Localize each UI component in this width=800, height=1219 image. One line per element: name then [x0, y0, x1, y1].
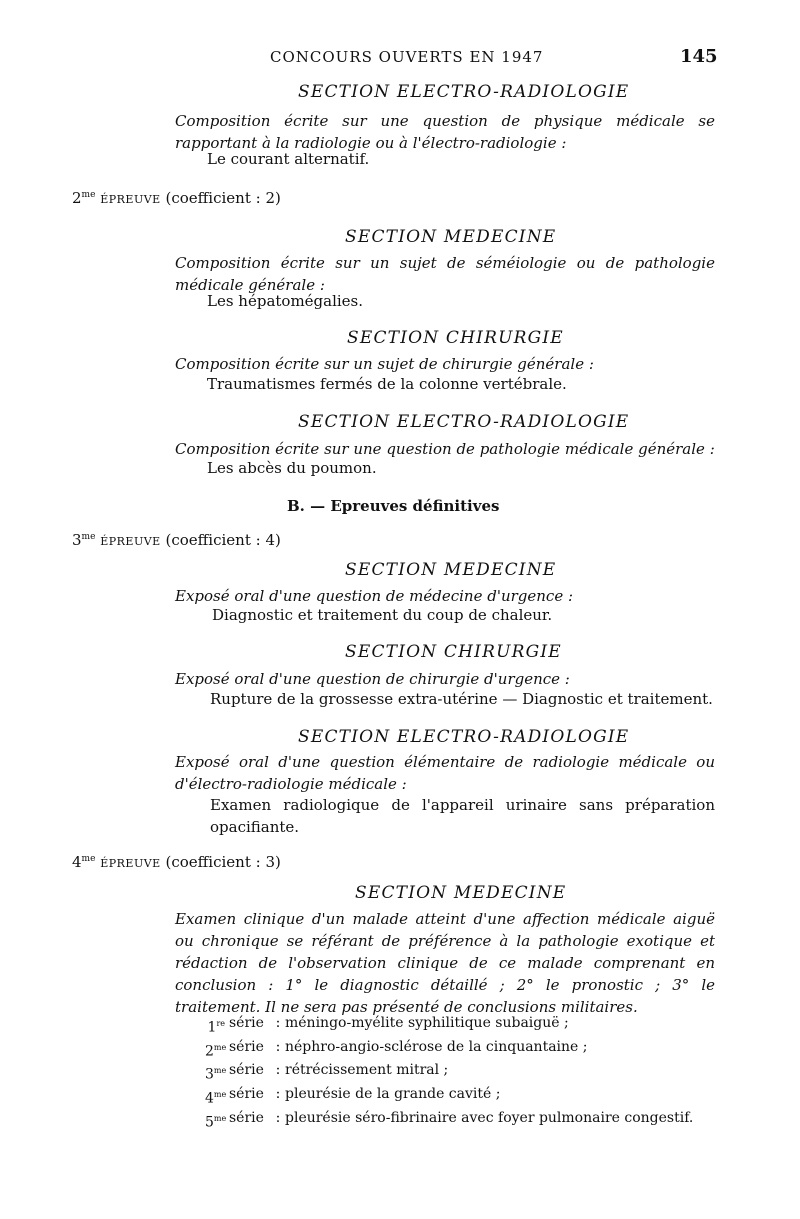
- section-title: SECTION ELECTRO-RADIOLOGIE: [298, 727, 630, 747]
- section-title: SECTION CHIRURGIE: [345, 642, 562, 662]
- series-word: série: [229, 1085, 264, 1102]
- section-title: SECTION ELECTRO-RADIOLOGIE: [298, 412, 630, 432]
- series-word: série: [229, 1038, 264, 1055]
- exam-prompt: Composition écrite sur un sujet de séméiologie ou de pathologie médicale générale :: [175, 254, 715, 294]
- part-heading: [287, 497, 499, 515]
- exam-prompt: Examen clinique d'un malade atteint d'une affection médicale aiguë ou chronique se référant de préférence à la pathologie exotique et rédaction de l'observation clinique de ce malade comprenant en conclusion : 1° le diagnostic détaillé ; 2° le pronostic ; 3° le traitement. Il ne sera pas présenté de conclusions militaires.: [175, 910, 715, 1016]
- epreuve-ordinal-suffix: me: [81, 532, 96, 542]
- section-title: SECTION MEDECINE: [345, 227, 557, 247]
- section-title: SECTION ELECTRO-RADIOLOGIE: [298, 82, 630, 102]
- exam-answer: Le courant alternatif.: [207, 150, 370, 168]
- epreuve-coefficient: (coefficient : 3): [165, 853, 281, 871]
- exam-answer: Les abcès du poumon.: [207, 459, 377, 477]
- epreuve-ordinal: 2: [72, 189, 82, 207]
- exam-answer: Diagnostic et traitement du coup de chaleur.: [212, 606, 553, 624]
- exam-answer: Rupture de la grossesse extra-utérine — Diagnostic et traitement.: [210, 690, 713, 708]
- series-text: méningo-myélite syphilitique subaiguë ;: [285, 1015, 569, 1031]
- epreuve-heading: [72, 853, 281, 871]
- epreuve-heading: [72, 531, 281, 549]
- part-prefix: B. —: [287, 497, 326, 515]
- page-number: 145: [680, 46, 718, 67]
- series-word: série: [229, 1109, 264, 1126]
- epreuve-coefficient: (coefficient : 2): [165, 189, 281, 207]
- epreuve-ordinal: 3: [72, 531, 82, 549]
- list-item: $2^{me}$ série : néphro-angio-sclérose de la cinquantaine ;: [205, 1038, 715, 1062]
- series-number: $2^{me}$: [205, 1042, 227, 1060]
- epreuve-ordinal-suffix: me: [81, 854, 96, 864]
- epreuve-label: ÉPREUVE: [100, 857, 161, 870]
- epreuve-heading: [72, 189, 281, 207]
- part-title: Epreuves définitives: [330, 497, 500, 515]
- running-header: CONCOURS OUVERTS EN 1947: [270, 48, 544, 66]
- exam-prompt: Composition écrite sur un sujet de chirurgie générale :: [175, 355, 594, 373]
- series-text: néphro-angio-sclérose de la cinquantaine ;: [285, 1038, 588, 1055]
- list-item: 1re série : méningo-myélite syphilitique subaiguë ;: [205, 1014, 715, 1038]
- list-item: $5^{me}$ série : pleurésie séro-fibrinaire avec foyer pulmonaire congestif.: [205, 1109, 715, 1133]
- series-list: [205, 1014, 715, 1132]
- epreuve-label: ÉPREUVE: [100, 535, 161, 548]
- series-number: $4^{me}$: [205, 1089, 227, 1107]
- section-title: SECTION MEDECINE: [355, 883, 567, 903]
- series-number: $5^{me}$: [205, 1113, 227, 1131]
- series-text: pleurésie de la grande cavité ;: [285, 1085, 501, 1102]
- epreuve-coefficient: (coefficient : 4): [165, 531, 281, 549]
- exam-answer: Traumatismes fermés de la colonne vertébrale.: [207, 375, 567, 393]
- series-text: rétrécissement mitral ;: [285, 1062, 449, 1079]
- series-number: $3^{me}$: [205, 1066, 227, 1083]
- section-title: SECTION CHIRURGIE: [347, 328, 564, 348]
- series-word: série: [229, 1062, 264, 1079]
- series-text: pleurésie séro-fibrinaire avec foyer pulmonaire congestif.: [285, 1109, 694, 1126]
- exam-answer: Examen radiologique de l'appareil urinaire sans préparation opacifiante.: [210, 796, 715, 836]
- epreuve-ordinal-suffix: me: [81, 190, 96, 200]
- exam-answer: Les hépatomégalies.: [207, 292, 364, 310]
- list-item: $4^{me}$ série : pleurésie de la grande cavité ;: [205, 1085, 715, 1109]
- list-item: $3^{me}$ série : rétrécissement mitral ;: [205, 1061, 715, 1085]
- series-number: 1re: [207, 1019, 225, 1036]
- epreuve-ordinal: 4: [72, 853, 82, 871]
- exam-prompt: Composition écrite sur une question de physique médicale se rapportant à la radiologie ou à l'électro-radiologie :: [175, 112, 715, 152]
- series-word: série: [229, 1015, 264, 1031]
- exam-prompt: Exposé oral d'une question de chirurgie d'urgence :: [175, 670, 570, 688]
- exam-prompt: Exposé oral d'une question de médecine d'urgence :: [175, 587, 574, 605]
- section-title: SECTION MEDECINE: [345, 560, 557, 580]
- epreuve-label: ÉPREUVE: [100, 193, 161, 206]
- exam-prompt: Composition écrite sur une question de pathologie médicale générale :: [175, 440, 715, 458]
- exam-prompt: Exposé oral d'une question élémentaire de radiologie médicale ou d'électro-radiologie médicale :: [175, 753, 715, 793]
